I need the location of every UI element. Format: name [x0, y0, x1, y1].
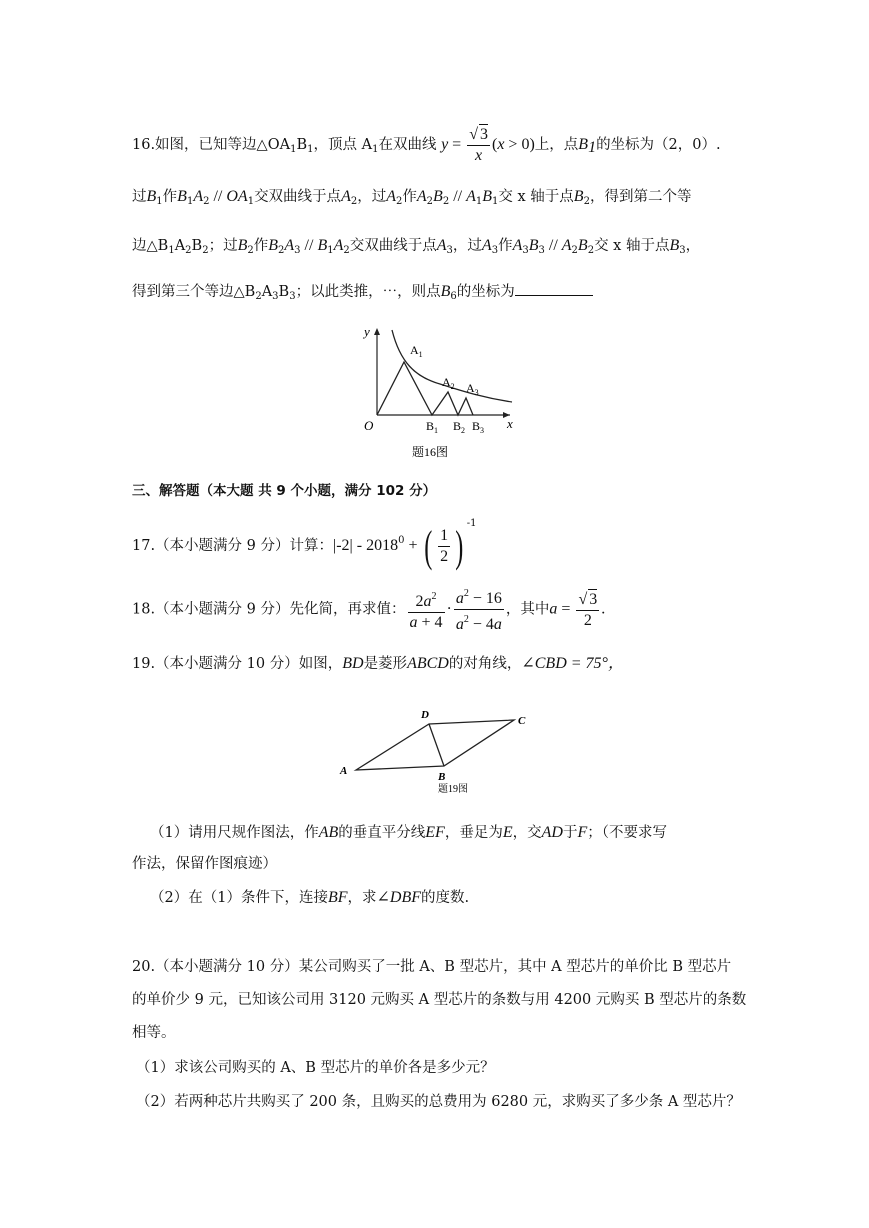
- section-3-heading: 三、解答题（本大题 共 9 个小题，满分 102 分）: [132, 483, 437, 499]
- q16-text: 交 x 轴于点: [498, 189, 574, 205]
- q19-part2-line: （2）在（1）条件下，连接BF，求∠DBF的度数.: [150, 889, 470, 906]
- q17-year: 2018: [366, 537, 399, 554]
- q19-text: ，垂足为: [444, 825, 503, 841]
- q16-text: ，顶点 A: [313, 137, 373, 153]
- q16-text: 16.如图，已知等边△OA: [132, 137, 291, 153]
- q19-text: （1）请用尺规作图法，作: [150, 825, 319, 841]
- q16-line-4: 得到第三个等边$\triangle B_2A_3B_3$；以此类推，⋯，则点$B_6$的坐标为: [132, 280, 593, 302]
- fig16-a1-label: $A_1$: [410, 343, 423, 359]
- fig16-a2-label: $A_2$: [442, 375, 455, 391]
- q19-text: ，交: [512, 825, 542, 841]
- q16-text: 过: [132, 189, 147, 205]
- fig16-origin-label: O: [364, 418, 374, 433]
- q20-line-2: 的单价少 9 元，已知该公司用 3120 元购买 A 型芯片的条数与用 4200 元购买 B 型芯片的条数: [132, 992, 747, 1008]
- fig16-b2-label: $B_2$: [453, 419, 466, 435]
- q19-text: 的垂直平分线: [338, 825, 426, 841]
- hyperbola-fraction: $\frac{√ 3}{x}$: [469, 126, 488, 164]
- q17-label: 17.（本小题满分 9 分）计算：: [132, 538, 334, 554]
- q19-line: 19.（本小题满分 10 分）如图，BD是菱形ABCD的对角线，∠CBD = 75°，: [132, 655, 624, 672]
- q19-text: 是菱形: [363, 656, 408, 672]
- q19-text: 于: [562, 825, 578, 841]
- q16-text: ，得到第二个等: [589, 189, 692, 205]
- q19-part1-line1: （1）请用尺规作图法，作AB的垂直平分线EF，垂足为E，交AD于F；（不要求写: [150, 824, 667, 841]
- figure-16: [360, 322, 525, 464]
- q16-text: ；过: [208, 238, 238, 254]
- q16-text: 作: [162, 189, 178, 205]
- q17-line: 17.（本小题满分 9 分）计算：$|-2| - 2018^0$ + ( $\frac{1}{2}$ ) $^{-1}$: [132, 518, 477, 571]
- q20-part1: （1）求该公司购买的 A、B 型芯片的单价各是多少元？: [136, 1060, 495, 1076]
- fig16-b3-label: $B_3$: [472, 419, 485, 435]
- q19-text: ，求: [347, 890, 377, 906]
- q20-line-1: 20.（本小题满分 10 分）某公司购买了一批 A、B 型芯片，其中 A 型芯片的单价比 B 型芯片: [132, 959, 732, 975]
- figure-19: [334, 706, 534, 798]
- fig16-x-label: x: [507, 416, 513, 431]
- q20-part2: （2）若两种芯片共购买了 200 条，且购买的总费用为 6280 元，求购买了多少条 A 型芯片？: [136, 1094, 741, 1110]
- answer-blank: [515, 281, 593, 296]
- q20-line-3: 相等。: [132, 1025, 176, 1041]
- q19-angle: ∠CBD = 75°，: [521, 655, 624, 672]
- fig16-b1-label: $B_1$: [426, 419, 439, 435]
- q19-text: （2）在（1）条件下，连接: [150, 890, 328, 906]
- fig16-a3-label: $A_3$: [466, 381, 479, 397]
- fig19-c-label: C: [518, 715, 526, 727]
- q16-text: 上，点: [534, 137, 579, 153]
- q16-line-2: 过$B_1$作$B_1A_2 // OA_1$交双曲线于点$A_2$，过$A_2$作$A_2B_2 // A_1B_1$交 x 轴于点$B_2$，得到第二个等: [132, 188, 692, 207]
- fig19-a-label: A: [340, 765, 348, 777]
- q16-text: 交双曲线于点: [349, 238, 437, 254]
- q17-exp0: 0: [398, 535, 405, 546]
- fig19-caption: 题19图: [438, 784, 468, 795]
- q19-part1-line2: 作法，保留作图痕迹）: [132, 856, 277, 872]
- q19-label: 19.（本小题满分 10 分）如图，: [132, 656, 343, 672]
- q16-text: 作: [498, 238, 513, 254]
- q19-text: 的对角线，: [448, 656, 522, 672]
- q16-text: 在双曲线: [378, 137, 437, 153]
- q16-text: ，过: [452, 238, 482, 254]
- q19-text: ；（不要求写: [587, 825, 667, 841]
- q16-text: 交双曲线于点: [254, 189, 342, 205]
- q18-mid: ，其中: [505, 601, 550, 618]
- fig16-y-label: y: [364, 324, 370, 339]
- q16-text: 作: [253, 238, 269, 254]
- q18-label: 18.（本小题满分 9 分）先化简，再求值：: [132, 601, 406, 618]
- fig19-b-label: B: [438, 771, 446, 783]
- q16-text: 的坐标为: [456, 284, 515, 300]
- q16-line-1: 16.如图，已知等边$\triangle OA_1B_1$，顶点 $A_1$在双曲线 y = $\frac{√ 3}{x}$ (x > 0)上，点$B_1$的坐标为（2，0）.: [132, 126, 721, 164]
- q16-text: 的坐标为（2，0）.: [596, 137, 721, 153]
- q16-text: 交 x 轴于点: [594, 238, 670, 254]
- fig16-caption: 题16图: [412, 445, 449, 459]
- q16-line-3: 边$\triangle B_1A_2B_2$；过$B_2$作$B_2A_3 // B_1A_2$交双曲线于点$A_3$，过$A_3$作$A_3B_3 // A_2B_2$交 x 轴于点$B_3$，: [132, 237, 701, 256]
- fig19-d-label: D: [421, 709, 429, 721]
- q17-exp-m1: -1: [466, 518, 477, 529]
- q16-text: 作: [402, 189, 417, 205]
- q16-text: ；以此类推，⋯，则点: [295, 284, 441, 300]
- q16-text: 得到第三个等边△B: [132, 284, 256, 300]
- q16-text: ，过: [357, 189, 387, 205]
- q16-text: 边△B: [132, 238, 169, 254]
- q19-text: 的度数.: [421, 890, 470, 906]
- q18-line: 18.（本小题满分 9 分）先化简，再求值： $\frac{2a^2}{a + 4}$ · $\frac{a^2 - 16}{a^2 - 4a}$ ，其中a = $\frac{√ 3}{2}$ .: [132, 584, 605, 635]
